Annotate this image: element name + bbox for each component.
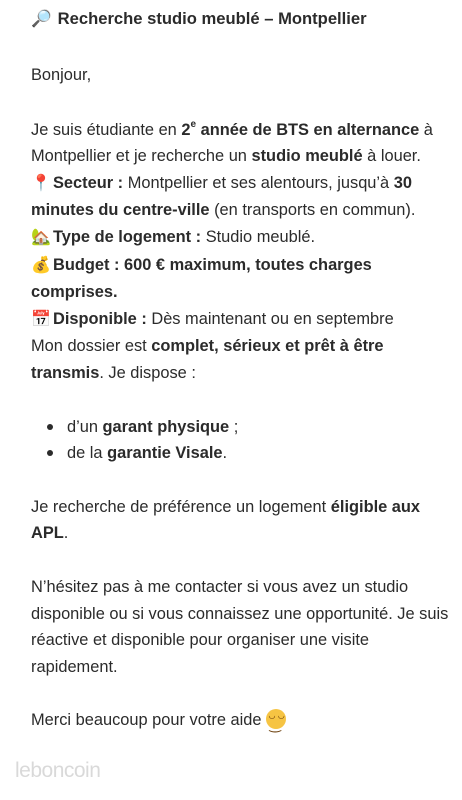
money-bag-icon: 💰: [31, 256, 51, 274]
budget-line: 💰 Budget : 600 € maximum, toutes charges comprises.: [31, 252, 451, 306]
secteur-line: 📍 Secteur : Montpellier et ses alentours, jusqu’à 30 minutes du centre-ville (en transports en commun).: [31, 170, 451, 224]
greeting: Bonjour,: [31, 66, 92, 84]
ad-title-text: Recherche studio meublé – Montpellier: [57, 9, 367, 28]
thanks-line: Merci beaucoup pour votre aide◡ ◡ ‿: [31, 707, 451, 734]
list-item: de la garantie Visale.: [67, 440, 451, 467]
type-line: 🏡 Type de logement : Studio meublé.: [31, 224, 451, 252]
intro-paragraph: Je suis étudiante en 2e année de BTS en alternance à Montpellier et je recherche un studio meublé à louer.: [31, 119, 433, 166]
pin-icon: 📍: [31, 174, 51, 192]
house-icon: 🏡: [31, 228, 51, 246]
ad-title: [31, 6, 451, 32]
dispo-line: 📅 Disponible : Dès maintenant ou en septembre: [31, 306, 451, 334]
list-item: d’un garant physique ;: [67, 414, 451, 441]
apl-paragraph: Je recherche de préférence un logement éligible aux APL.: [31, 497, 421, 543]
watermark-logo: leboncoin: [15, 759, 101, 782]
ad-description: [31, 6, 451, 734]
contact-paragraph: N’hésitez pas à me contacter si vous avez un studio disponible ou si vous connaissez une opportunité. Je suis réactive et disponible pour organiser une visite rapidement.: [31, 577, 449, 676]
smiling-face-icon: [266, 709, 286, 729]
dossier-line: Mon dossier est complet, sérieux et prêt à être transmis. Je dispose :: [31, 337, 384, 382]
guarantee-list: [31, 414, 451, 467]
magnifier-icon: 🔎: [31, 9, 52, 28]
calendar-icon: 📅: [31, 310, 51, 328]
